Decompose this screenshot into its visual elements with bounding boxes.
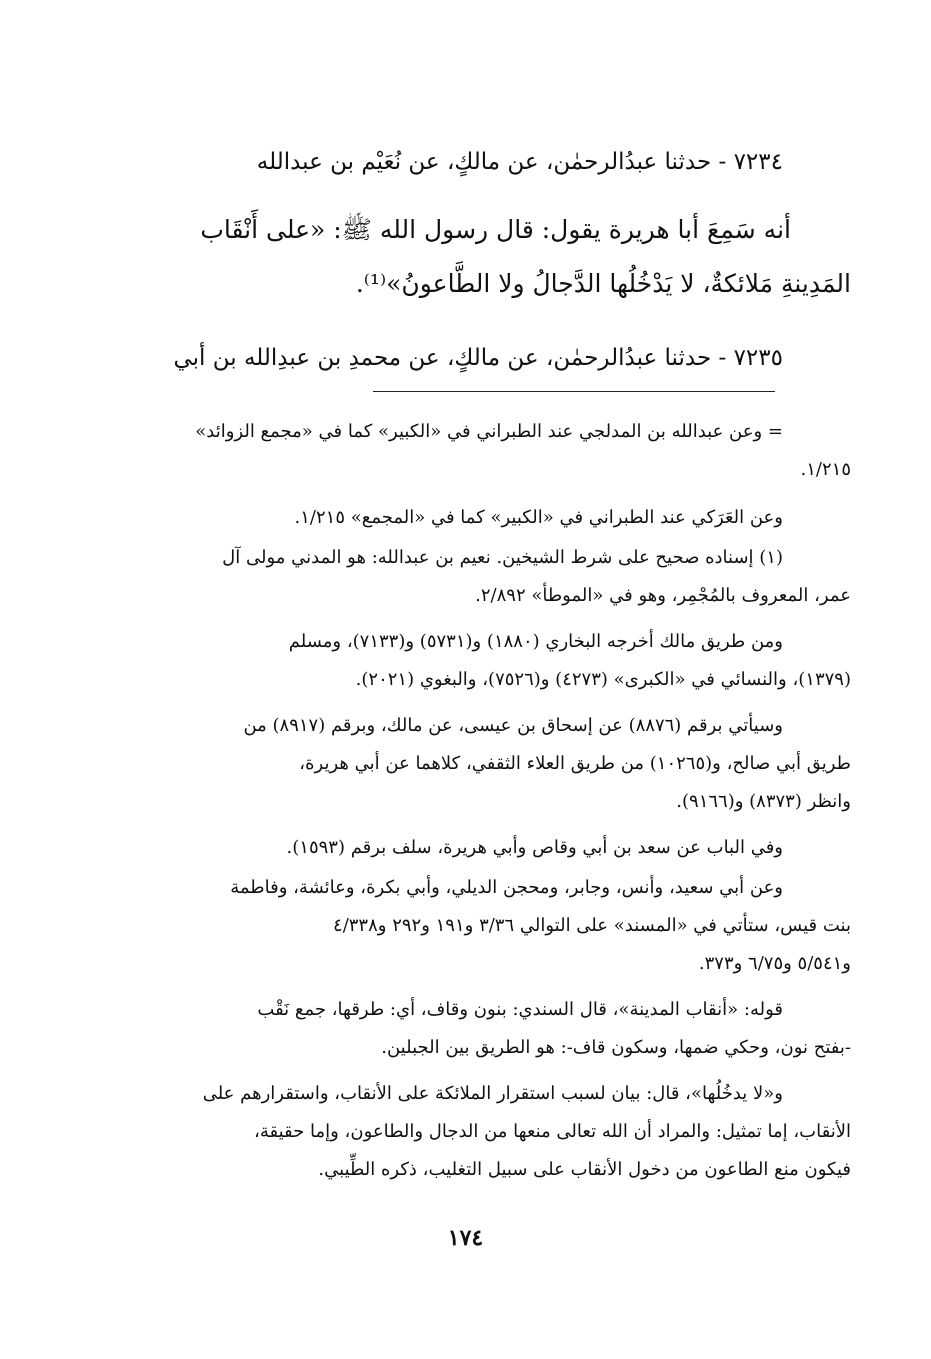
footnote-line: طريق أبي صالح، و(١٠٢٦٥) من طريق العلاء الثقفي، كلاهما عن أبي هريرة، [299, 753, 851, 774]
footnote-line: فيكون منع الطاعون من دخول الأنقاب على سبيل التغليب، ذكره الطِّيبي. [318, 1159, 851, 1180]
footnote-line: وعن العَرَكي عند الطبراني في «الكبير» كما في «المجمع» ١/٢١٥. [294, 507, 783, 528]
footnote-line: (١٣٧٩)، والنسائي في «الكبرى» (٤٢٧٣) و(٧٥٢٦)، والبغوي (٢٠٢١). [355, 669, 851, 690]
hadith-7234-line-3: المَدِينةِ مَلائكةٌ، لا يَدْخُلُها الدَّجالُ ولا الطَّاعونُ»⁽¹⁾. [355, 269, 851, 298]
page-number: ١٧٤ [447, 1225, 484, 1251]
footnote-line: و٥/٥٤١ و٦/٧٥ و٣٧٣. [698, 953, 851, 974]
footnote-line: عمر، المعروف بالمُجْمِر، وهو في «الموطأ» ٢/٨٩٢. [475, 585, 851, 606]
footnote-line: و«لا يدخُلُها»، قال: بيان لسبب استقرار الملائكة على الأنقاب، واستقرارهم على [202, 1083, 783, 1104]
hadith-7234-line-1: ٧٢٣٤ - حدثنا عبدُالرحمٰن، عن مالكٍ، عن نُعَيْم بن عبدالله [256, 149, 783, 175]
footnote-line: وفي الباب عن سعد بن أبي وقاص وأبي هريرة، سلف برقم (١٥٩٣). [286, 837, 783, 858]
footnote-separator [373, 391, 775, 392]
footnote-line: بنت قيس، ستأتي في «المسند» على التوالي ٣/٣٦ و١٩١ و٢٩٢ و٤/٣٣٨ [333, 915, 851, 936]
hadith-7234-line-2: أنه سَمِعَ أبا هريرة يقول: قال رسول الله ﷺ: «على أَنْقَاب [200, 215, 791, 244]
footnote-line: = وعن عبدالله بن المدلجي عند الطبراني في «الكبير» كما في «مجمع الزوائد» [195, 421, 783, 442]
footnote-line: وعن أبي سعيد، وأنس، وجابر، ومحجن الديلي، وأبي بكرة، وعائشة، وفاطمة [230, 877, 783, 898]
footnote-line: (١) إسناده صحيح على شرط الشيخين. نعيم بن عبدالله: هو المدني مولى آل [222, 547, 783, 568]
footnote-line: ١/٢١٥. [800, 459, 851, 480]
footnote-line: قوله: «أنقاب المدينة»، قال السندي: بنون وقاف، أي: طرقها، جمع نَقْب [257, 999, 783, 1020]
footnote-line: الأنقاب، إما تمثيل: والمراد أن الله تعالى منعها من الدجال والطاعون، وإما حقيقة، [254, 1121, 851, 1142]
footnote-line: -بفتح نون، وحكي ضمها، وسكون قاف-: هو الطريق بين الجبلين. [381, 1037, 851, 1058]
footnote-line: وسيأتي برقم (٨٨٧٦) عن إسحاق بن عيسى، عن مالك، وبرقم (٨٩١٧) من [243, 715, 783, 736]
footnote-line: ومن طريق مالك أخرجه البخاري (١٨٨٠) و(٥٧٣١) و(٧١٣٣)، ومسلم [288, 631, 783, 652]
hadith-7235-line-1: ٧٢٣٥ - حدثنا عبدُالرحمٰن، عن مالكٍ، عن محمدِ بن عبدِالله بن أبي [173, 345, 783, 371]
footnote-line: وانظر (٨٣٧٣) و(٩١٦٦). [676, 791, 851, 812]
